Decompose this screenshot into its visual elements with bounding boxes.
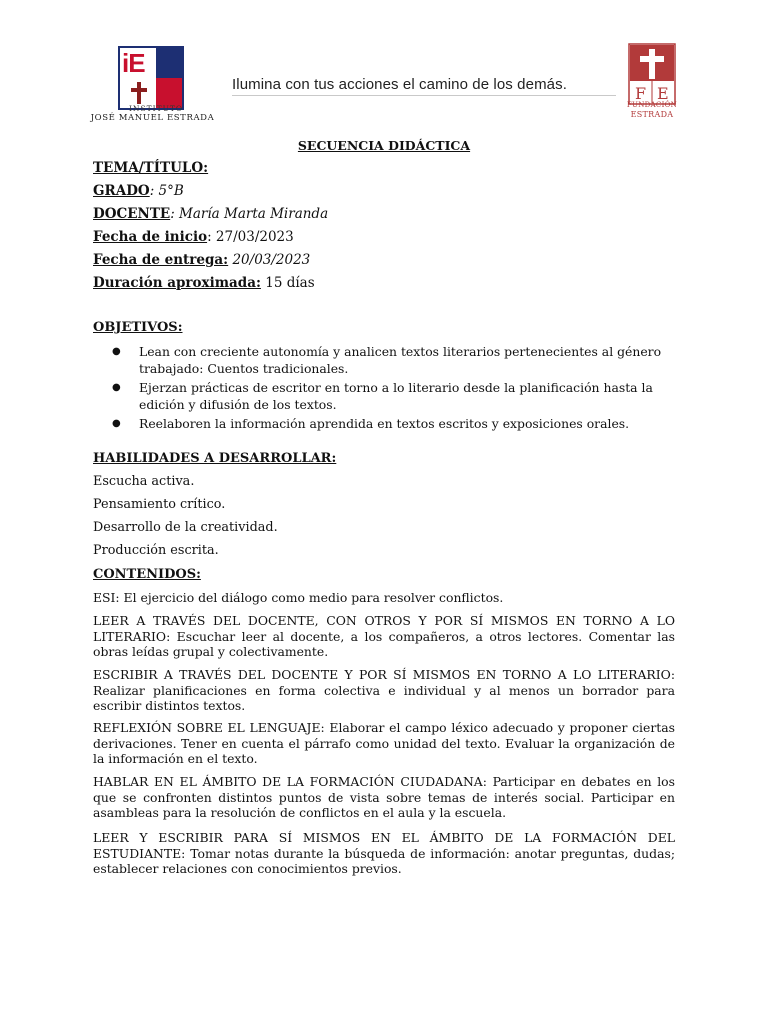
grado-value: : 5°B	[149, 183, 184, 199]
contenido-item: REFLEXIÓN SOBRE EL LENGUAJE: Elaborar el campo léxico adecuado y proponer ciertas derivaciones. Tener en cuenta el párrafo como unidad del texto. Evaluar la organización de la información en el texto.	[93, 720, 675, 767]
entrega-label: Fecha de entrega:	[93, 252, 229, 268]
entrega-value: 20/03/2023	[228, 252, 311, 268]
skill-item: Escucha activa.	[93, 474, 195, 489]
foundation-line1: FUNDACIÓN	[626, 101, 678, 109]
divider	[232, 95, 616, 96]
grado-label: GRADO	[93, 183, 150, 199]
objetivos-list	[112, 343, 682, 434]
field-fecha-entrega	[93, 252, 310, 268]
svg-text:E: E	[657, 84, 669, 103]
duracion-label: Duración aproximada:	[93, 275, 261, 291]
habilidades-heading: HABILIDADES A DESARROLLAR:	[93, 451, 337, 466]
list-item: ● Ejerzan prácticas de escritor en torno a lo literario desde la planificación hasta la edición y difusión de los textos.	[112, 380, 653, 412]
objetivos-heading: OBJETIVOS:	[93, 320, 183, 335]
foundation-line2: ESTRADA	[630, 110, 674, 119]
institute-logo	[118, 46, 184, 110]
docente-label: DOCENTE	[93, 206, 171, 222]
skill-item: Pensamiento crítico.	[93, 497, 226, 512]
institute-line1: INSTITUTO	[128, 104, 184, 113]
contenido-item: HABLAR EN EL ÁMBITO DE LA FORMACIÓN CIUDADANA: Participar en debates en los que se confronten distintos puntos de vista sobre temas de interés social. Participar en asambleas para la resolución de conflictos en el aula y la escuela.	[93, 774, 675, 821]
bullet-icon: ●	[112, 346, 121, 357]
skill-item: Desarrollo de la creatividad.	[93, 520, 278, 535]
field-tema	[93, 160, 208, 176]
cross-icon	[126, 80, 152, 106]
contenido-item: LEER A TRAVÉS DEL DOCENTE, CON OTROS Y POR SÍ MISMOS EN TORNO A LO LITERARIO: Escuchar leer al docente, a los compañeros, a otros lectores. Comentar las obras leídas grupal y colectivamente.	[93, 613, 675, 660]
skill-item: Producción escrita.	[93, 543, 219, 558]
institute-logo-text: iE	[122, 48, 145, 78]
contenido-item: ESI: El ejercicio del diálogo como medio para resolver conflictos.	[93, 590, 504, 605]
institute-name: JOSÉ MANUEL ESTRADA	[90, 113, 215, 123]
field-fecha-inicio	[93, 229, 294, 245]
field-docente	[93, 206, 328, 222]
inicio-label: Fecha de inicio	[93, 229, 208, 245]
field-duracion	[93, 275, 315, 291]
inicio-value: : 27/03/2023	[207, 229, 294, 245]
contenido-item: ESCRIBIR A TRAVÉS DEL DOCENTE Y POR SÍ MISMOS EN TORNO A LO LITERARIO: Realizar planificaciones en forma colectiva e individual y al menos un borrador para escribir distintos textos.	[93, 667, 675, 714]
foundation-logo	[628, 43, 676, 105]
duracion-value: 15 días	[260, 275, 315, 291]
field-grado	[93, 183, 184, 199]
document-title: SECUENCIA DIDÁCTICA	[297, 138, 471, 153]
tema-label: TEMA/TÍTULO:	[93, 160, 209, 176]
bullet-icon: ●	[112, 382, 121, 393]
letterhead	[0, 38, 768, 128]
list-item: ● Reelaboren la información aprendida en textos escritos y exposiciones orales.	[112, 416, 630, 431]
list-item: ● Lean con creciente autonomía y analicen textos literarios pertenecientes al género trabajado: Cuentos tradicionales.	[112, 344, 662, 376]
motto: Ilumina con tus acciones el camino de los demás.	[232, 76, 567, 93]
contenido-item: LEER Y ESCRIBIR PARA SÍ MISMOS EN EL ÁMBITO DE LA FORMACIÓN DEL ESTUDIANTE: Tomar notas durante la búsqueda de información: anotar preguntas, dudas; establecer relaciones con conocimientos previos.	[93, 830, 675, 877]
bullet-icon: ●	[112, 418, 121, 429]
svg-text:F: F	[635, 84, 647, 103]
docente-value: : María Marta Miranda	[170, 206, 329, 222]
contenidos-heading: CONTENIDOS:	[93, 567, 201, 582]
